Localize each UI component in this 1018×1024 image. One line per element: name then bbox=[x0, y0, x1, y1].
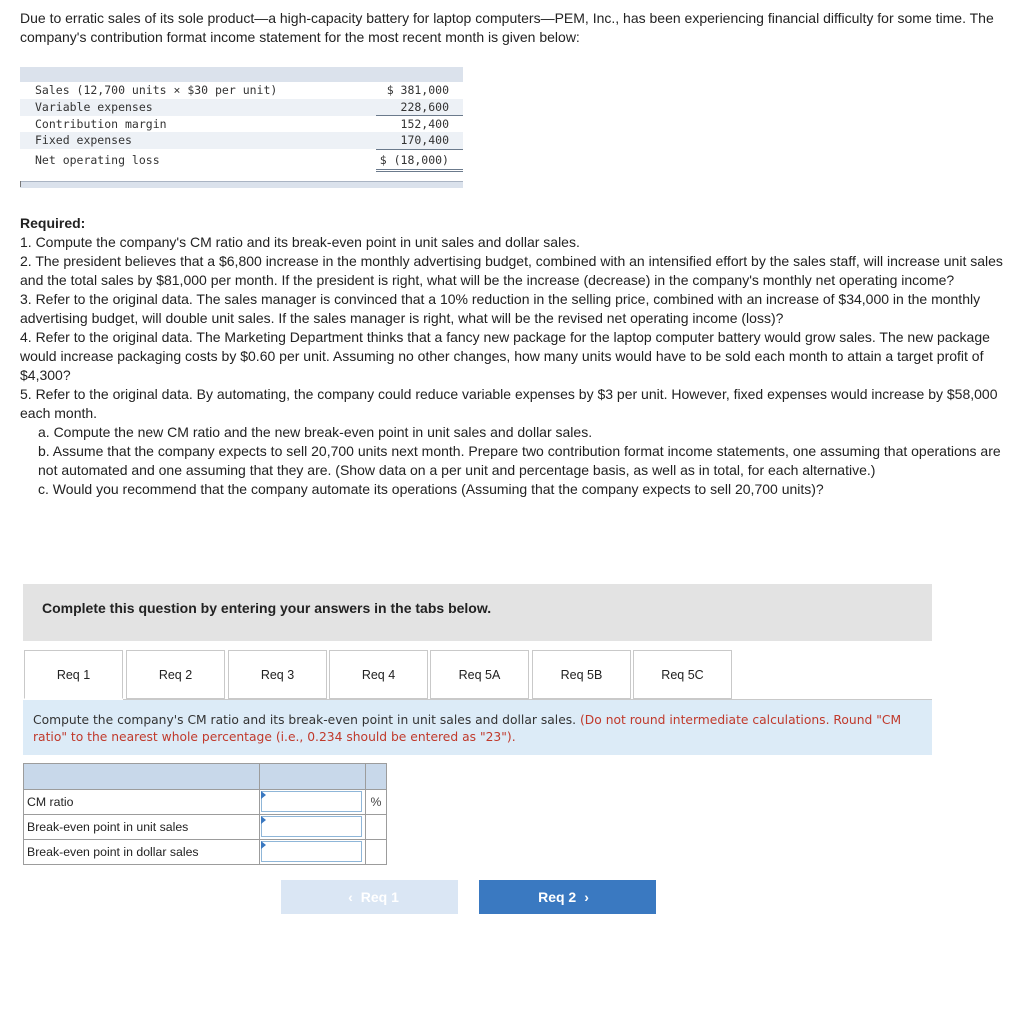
required-subitem: c. Would you recommend that the company automate its operations (Assuming that the company expects to sell 20,700 units)? bbox=[38, 481, 824, 497]
required-item: 4. Refer to the original data. The Marketing Department thinks that a fancy new package for the laptop computer battery would grow sales. The new package would increase packaging costs by $0.60 per unit. Assuming no other changes, how many units would have to be sold each month to attain a target profit of $4,300? bbox=[20, 329, 990, 383]
instruction-text: Compute the company's CM ratio and its break-even point in unit sales and dollar sales. bbox=[33, 713, 577, 727]
answer-table bbox=[23, 763, 387, 865]
tab-req-5b[interactable]: Req 5B bbox=[532, 650, 631, 699]
answer-row-break-even-dollars bbox=[24, 840, 387, 865]
instruction-box bbox=[23, 700, 932, 755]
tab-req-5a[interactable]: Req 5A bbox=[430, 650, 529, 699]
instruction-note: (Do not round intermediate calculations. Round "CM ratio" to the nearest whole percentage (i.e., 0.234 should be entered as "23"). bbox=[33, 713, 902, 744]
is-divider bbox=[376, 149, 463, 150]
break-even-dollars-input[interactable] bbox=[261, 841, 362, 862]
required-item: 3. Refer to the original data. The sales manager is convinced that a 10% reduction in the selling price, combined with an increase of $34,000 in the monthly advertising budget, will double unit sales. If the sales manager is right, what will be the revised net operating income (loss)? bbox=[20, 291, 981, 326]
answer-label: Break-even point in unit sales bbox=[24, 815, 260, 840]
answer-label: CM ratio bbox=[24, 790, 260, 815]
answer-label: Break-even point in dollar sales bbox=[24, 840, 260, 865]
answer-row-cm-ratio bbox=[24, 790, 387, 815]
is-row-sales: Sales (12,700 units × $30 per unit) $ 381,000 bbox=[35, 83, 449, 97]
requirements bbox=[20, 214, 1010, 499]
cm-ratio-input[interactable] bbox=[261, 791, 362, 812]
answer-table-header bbox=[24, 764, 387, 790]
required-item: 1. Compute the company's CM ratio and its break-even point in unit sales and dollar sales. bbox=[20, 234, 580, 250]
is-double-underline bbox=[376, 169, 463, 170]
is-row-fixed-expenses: Fixed expenses 170,400 bbox=[20, 132, 463, 149]
income-statement-edge bbox=[20, 181, 21, 187]
chevron-left-icon: ‹ bbox=[348, 889, 353, 905]
problem-intro: Due to erratic sales of its sole product—a high-capacity battery for laptop computers—PEM, Inc., has been experiencing financial difficulty for some time. The company's contribution format income statement for the most recent month is given below: bbox=[20, 10, 994, 45]
input-flag-icon bbox=[261, 816, 266, 824]
is-row-net-operating-loss: Net operating loss $ (18,000) bbox=[35, 153, 449, 167]
complete-banner-text: Complete this question by entering your answers in the tabs below. bbox=[42, 600, 492, 616]
income-statement bbox=[20, 67, 463, 186]
tab-req-3[interactable]: Req 3 bbox=[228, 650, 327, 699]
prev-req-button[interactable]: ‹ Req 1 bbox=[281, 880, 458, 914]
tab-req-1[interactable]: Req 1 bbox=[24, 650, 123, 699]
tab-req-4[interactable]: Req 4 bbox=[329, 650, 428, 699]
is-row-variable-expenses: Variable expenses 228,600 bbox=[20, 99, 463, 116]
answer-row-break-even-units bbox=[24, 815, 387, 840]
required-item: 5. Refer to the original data. By automating, the company could reduce variable expenses by $3 per unit. However, fixed expenses would increase by $58,000 each month. bbox=[20, 386, 998, 421]
tab-req-2[interactable]: Req 2 bbox=[126, 650, 225, 699]
income-statement-header-bar bbox=[20, 67, 463, 82]
required-item: 2. The president believes that a $6,800 increase in the monthly advertising budget, combined with an intensified effort by the sales staff, will increase unit sales and the total sales by $81,000 per month. If the president is right, what will be the increase (decrease) in the company's monthly net operating income? bbox=[20, 253, 1003, 288]
required-subitem: a. Compute the new CM ratio and the new break-even point in unit sales and dollar sales. bbox=[38, 424, 593, 440]
is-row-contribution-margin: Contribution margin 152,400 bbox=[35, 117, 449, 131]
next-req-button[interactable]: Req 2 › bbox=[479, 880, 656, 914]
income-statement-footer-bar bbox=[20, 181, 463, 188]
tab-req-5c[interactable]: Req 5C bbox=[633, 650, 732, 699]
input-flag-icon bbox=[261, 791, 266, 799]
percent-unit: % bbox=[366, 790, 387, 815]
required-subitem: b. Assume that the company expects to sell 20,700 units next month. Prepare two contribution format income statements, one assuming that operations are not automated and one assuming that they are. (Show data on a per unit and percentage basis, as well as in total, for each alternative.) bbox=[38, 443, 1001, 478]
input-flag-icon bbox=[261, 841, 266, 849]
required-heading: Required: bbox=[20, 215, 86, 231]
is-double-underline bbox=[376, 171, 463, 172]
chevron-right-icon: › bbox=[584, 889, 589, 905]
complete-banner bbox=[23, 584, 932, 641]
break-even-units-input[interactable] bbox=[261, 816, 362, 837]
